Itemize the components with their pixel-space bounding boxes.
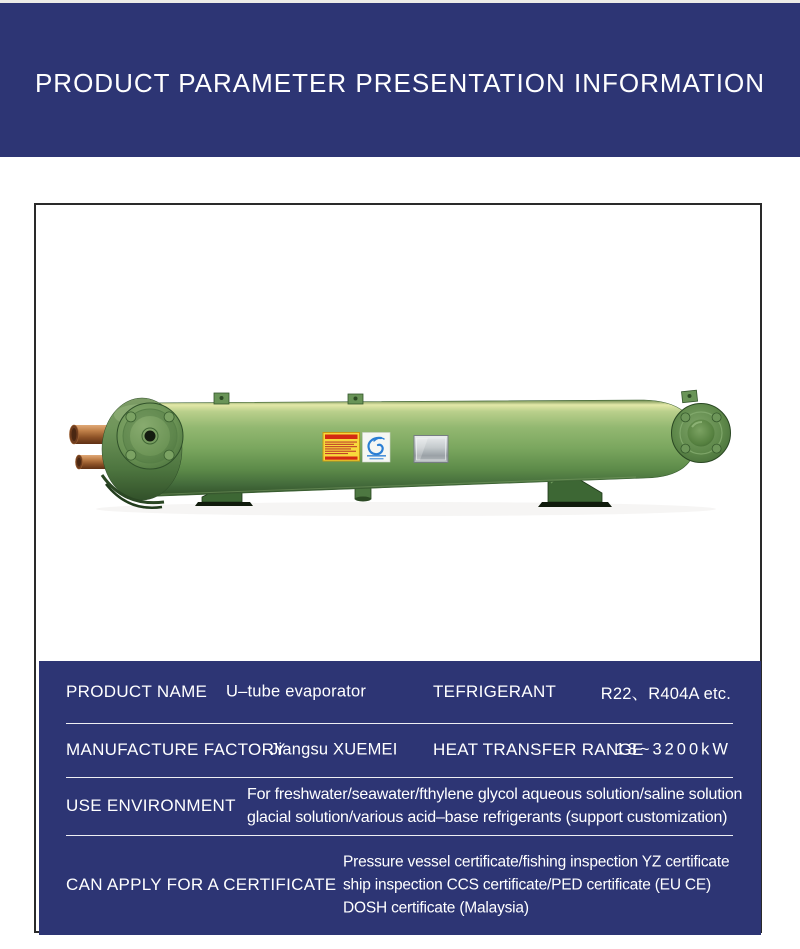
spec-value: U–tube evaporator <box>226 682 367 701</box>
spec-table <box>39 661 761 935</box>
warning-label <box>323 433 360 462</box>
spec-value-line: glacial solution/various acid–base refrigerants (support customization) <box>247 809 728 826</box>
right-end-flange <box>672 404 731 463</box>
spec-row-use-environment <box>39 777 761 835</box>
spec-value-line: DOSH certificate (Malaysia) <box>343 899 529 917</box>
spec-label: CAN APPLY FOR A CERTIFICATE <box>66 875 337 894</box>
spec-label: USE ENVIRONMENT <box>66 796 236 815</box>
spec-value-multiline <box>343 851 729 920</box>
metal-nameplate <box>414 436 448 463</box>
spec-value: R22、R404A etc. <box>600 685 731 703</box>
evaporator-illustration <box>36 385 764 545</box>
spec-value-line: For freshwater/seawater/fthylene glycol aqueous solution/saline solution <box>247 786 743 803</box>
spec-value-multiline <box>247 783 742 829</box>
product-image-box <box>34 203 762 933</box>
lifting-lug <box>682 390 698 403</box>
spec-row-certificates <box>39 835 761 935</box>
spec-value-line: ship inspection CCS certificate/PED certificate (EU CE) <box>343 876 712 894</box>
spec-label: HEAT TRANSFER RANGE <box>433 740 644 759</box>
certification-label <box>363 433 391 463</box>
spec-value: 18~3200kW <box>615 740 731 759</box>
spec-row-manufacture <box>39 723 761 777</box>
header-banner <box>0 3 800 157</box>
spec-value: Jiangsu XUEMEI <box>270 740 398 759</box>
spec-value-line: Pressure vessel certificate/fishing inspection YZ certificate <box>343 853 730 871</box>
lifting-lug <box>214 393 229 404</box>
product-photo <box>36 385 764 545</box>
spec-row-product-name <box>39 661 761 723</box>
page-title: PRODUCT PARAMETER PRESENTATION INFORMATION <box>34 67 766 98</box>
spec-label: MANUFACTURE FACTORY <box>66 740 286 759</box>
spec-label: TEFRIGERANT <box>433 682 557 701</box>
ground-shadow <box>96 502 716 516</box>
lifting-lug <box>348 394 363 404</box>
spec-label: PRODUCT NAME <box>66 682 208 701</box>
